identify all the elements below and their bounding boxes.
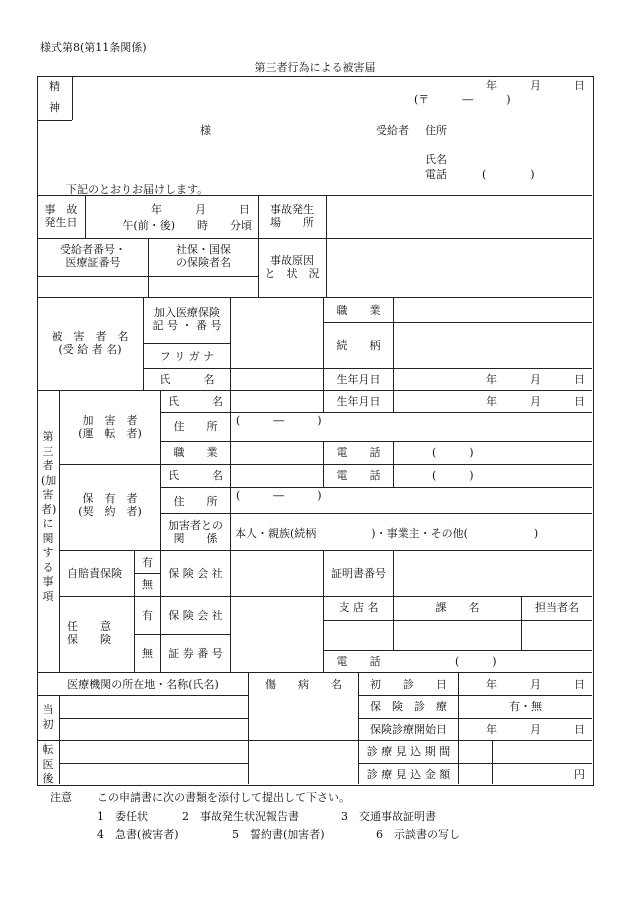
- yen-unit: 円: [574, 768, 585, 781]
- disease-header: 傷 病 名: [265, 678, 342, 691]
- form-label: 様式第8(第11条関係): [40, 41, 147, 54]
- address-label: 住所: [425, 124, 447, 137]
- page-title: 第三者行為による被害届: [254, 61, 376, 74]
- jibaiseki-yes[interactable]: 有: [142, 556, 153, 569]
- offender-label: 加 害 者 (運 転 者): [78, 414, 142, 440]
- optional-policy-label: 証 券 番 号: [168, 647, 223, 660]
- first-visit-label: 初 診 日: [370, 678, 447, 691]
- insurance-start-value: 年 月 日: [486, 723, 585, 736]
- phone-parens: ( ): [482, 168, 535, 181]
- jibaiseki-company-label: 保 険 会 社: [168, 567, 223, 580]
- jibaiseki-no[interactable]: 無: [142, 578, 153, 591]
- social-insurer-label: 社保・国保 の保険者名: [176, 243, 231, 269]
- accident-place-field[interactable]: [327, 196, 591, 237]
- victim-name-field-label: 氏 名: [159, 373, 215, 386]
- accident-time-value: 午(前・後) 時 分頃: [122, 219, 252, 232]
- owner-label: 保 有 者 (契 約 者): [78, 492, 142, 518]
- notes-item-5: 5 誓約書(加害者): [232, 828, 325, 841]
- optional-no[interactable]: 無: [142, 647, 153, 660]
- offender-phone-label: 電 話: [336, 446, 381, 459]
- recipient-number-label: 受給者番号・ 医療証番号: [60, 243, 126, 269]
- phone-label: 電話: [425, 168, 447, 181]
- facility-header: 医療機関の所在地・名称(氏名): [67, 678, 219, 691]
- accident-date-value: 年 月 日: [151, 203, 250, 216]
- notes-item-1: 1 委任状: [97, 810, 148, 823]
- insurance-treatment-label: 保 険 診 療: [370, 700, 447, 713]
- initial-label: 当初: [42, 703, 54, 731]
- offender-phone-parens: ( ): [432, 446, 474, 459]
- staff-label: 担当者名: [535, 601, 579, 614]
- victim-dob-value: 年 月 日: [486, 373, 585, 386]
- owner-relation-value: 本人・親族(続柄 )・事業主・その他( ): [235, 527, 539, 540]
- transfer-label: 転医後: [42, 743, 54, 785]
- victim-relation-label: 続 柄: [336, 339, 381, 352]
- victim-job-label: 職 業: [336, 304, 381, 317]
- treatment-period-label: 診 療 見 込 期 間: [366, 745, 451, 758]
- accident-cause-label: 事故原因 と 状 況: [264, 254, 320, 280]
- recipient-label: 受給者: [376, 124, 409, 137]
- header-postal: (〒 ― ): [414, 93, 511, 106]
- notes-item-4: 4 急書(被害者): [97, 828, 179, 841]
- victim-name-label: 被 害 者 名 (受 給 者 名): [51, 330, 129, 356]
- victim-dob-label: 生年月日: [336, 373, 381, 386]
- optional-phone-label: 電 話: [336, 655, 381, 668]
- accident-place-label: 事故発生 場 所: [270, 203, 314, 229]
- owner-address-label: 住 所: [173, 495, 218, 508]
- notes-item-6: 6 示談書の写し: [376, 828, 460, 841]
- offender-address-label: 住 所: [173, 420, 218, 433]
- office-char-1: 精: [49, 80, 60, 93]
- header-date: 年 月 日: [486, 79, 585, 92]
- jibaiseki-label: 自賠責保険: [67, 567, 122, 580]
- offender-dob-value: 年 月 日: [486, 395, 585, 408]
- owner-postal: ( ― ): [236, 489, 322, 502]
- third-party-side-label: 第三者(加害者)に関する事項: [41, 430, 57, 603]
- optional-yes[interactable]: 有: [142, 609, 153, 622]
- insurance-treatment-value[interactable]: 有・無: [509, 700, 542, 713]
- owner-phone-parens: ( ): [432, 469, 474, 482]
- victim-furigana-label: フ リ ガ ナ: [159, 350, 215, 363]
- victim-insurance-number-label: 加入医療保険 記 号 ・ 番 号: [152, 306, 222, 332]
- offender-postal: ( ― ): [236, 414, 322, 427]
- notes-item-2: 2 事故発生状況報告書: [182, 810, 299, 823]
- notes-label: 注意: [50, 791, 72, 804]
- name-label: 氏名: [425, 153, 447, 166]
- accident-date-label: 事 故 発生日: [44, 203, 78, 229]
- owner-relation-label: 加害者との 関 係: [168, 519, 223, 545]
- section-label: 課 名: [435, 601, 480, 614]
- optional-company-label: 保 険 会 社: [168, 609, 223, 622]
- sama-label: 様: [200, 124, 211, 137]
- accident-cause-field[interactable]: [327, 239, 591, 296]
- offender-job-label: 職 業: [173, 446, 218, 459]
- owner-name-label: 氏 名: [168, 469, 223, 482]
- notice-text: 下記のとおりお届けします。: [66, 183, 209, 196]
- notes-item-3: 3 交通事故証明書: [341, 810, 436, 823]
- office-char-2: 神: [49, 101, 60, 114]
- branch-label: 支 店 名: [338, 601, 379, 614]
- first-visit-value: 年 月 日: [486, 678, 585, 691]
- jibaiseki-cert-label: 証明書番号: [331, 567, 386, 580]
- optional-insurance-label: 任 意 保 険: [67, 620, 111, 646]
- offender-name-label: 氏 名: [168, 395, 223, 408]
- insurance-start-label: 保険診療開始日: [370, 723, 447, 736]
- treatment-amount-label: 診 療 見 込 金 額: [366, 768, 451, 781]
- notes-text: この申請書に次の書類を添付して提出して下さい。: [97, 791, 350, 804]
- offender-dob-label: 生年月日: [336, 395, 381, 408]
- optional-phone-parens: ( ): [455, 655, 497, 668]
- owner-phone-label: 電 話: [336, 469, 381, 482]
